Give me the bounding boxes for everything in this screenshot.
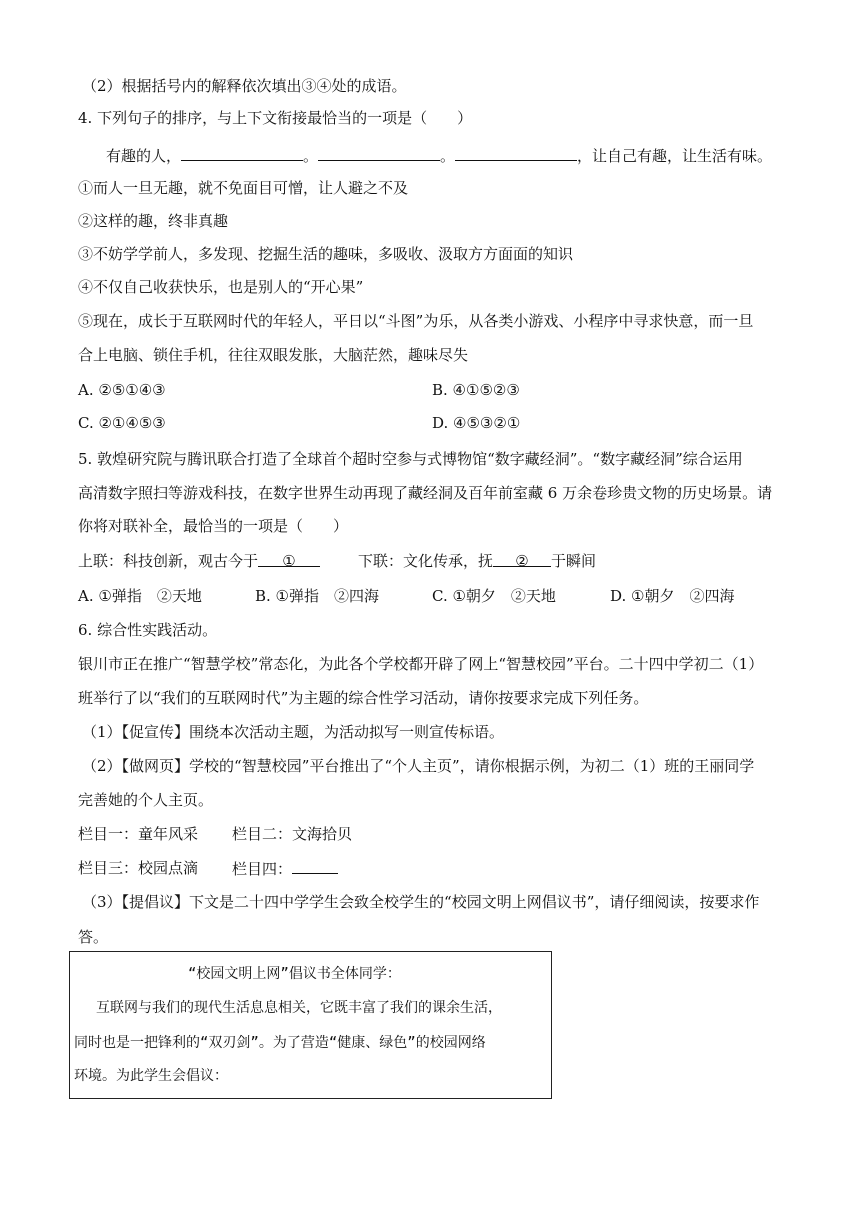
q4-mid1: 。 <box>303 147 319 165</box>
q4-tail: ，让自己有趣，让生活有味。 <box>577 147 773 165</box>
q4-sentence-4: ④不仅自己收获快乐，也是别人的“开心果” <box>78 278 364 296</box>
q4-sentence-1: ①而人一旦无趣，就不免面目可憎，让人避之不及 <box>78 179 409 197</box>
column-4-blank <box>292 858 338 874</box>
q4-option-d: D. ④⑤③②① <box>432 414 521 432</box>
q4-option-c: C. ②①④⑤③ <box>78 414 166 432</box>
proposal-title: “校园文明上网”倡议书全体同学： <box>188 966 401 982</box>
q5-couplet-lower <box>358 551 596 571</box>
q5-option-b: B. ①弹指 ②四海 <box>255 587 380 605</box>
q5-stem-b: 高清数字照扫等游戏科技，在数字世界生动再现了藏经洞及百年前室藏 6 万余卷珍贵文物的历史场景。请 <box>78 484 773 502</box>
q4-option-b: B. ④①⑤②③ <box>432 381 520 399</box>
q4-mid2: 。 <box>440 147 456 165</box>
q5-option-a: A. ①弹指 ②天地 <box>78 587 202 605</box>
q5-lower-text: 下联：文化传承，抚 <box>358 552 494 570</box>
q6-task-3b: 答。 <box>78 928 109 946</box>
q4-blank-3 <box>455 145 577 161</box>
q4-sentence-5b: 合上电脑、锁住手机，往往双眼发胀，大脑茫然，趣味尽失 <box>78 346 469 364</box>
column-1: 栏目一：童年风采 <box>78 825 199 843</box>
q5-upper-blank: ① <box>258 551 320 567</box>
proposal-line-2: 同时也是一把锋利的“双刃剑”。为了营造“健康、绿色”的校园网络 <box>74 1035 486 1051</box>
q4-blank-2 <box>318 145 440 161</box>
q6-intro-b: 班举行了以“我们的互联网时代”为主题的综合性学习活动，请你按要求完成下列任务。 <box>78 689 649 707</box>
q4-option-a: A. ②⑤①④③ <box>78 381 166 399</box>
q6-task-3a: （3）【提倡议】下文是二十四中学学生会致全校学生的“校园文明上网倡议书”，请仔细阅读，按要求作 <box>82 893 760 911</box>
q3-sub2: （2）根据括号内的解释依次填出③④处的成语。 <box>82 77 407 95</box>
q5-upper-text: 上联：科技创新，观古今于 <box>78 552 259 570</box>
q5-stem-c: 你将对联补全，最恰当的一项是（ ） <box>78 517 349 535</box>
proposal-box <box>69 951 552 1099</box>
q5-lower-post: 于瞬间 <box>551 552 597 570</box>
column-4-label: 栏目四： <box>232 860 293 878</box>
column-2: 栏目二：文海拾贝 <box>232 825 353 843</box>
q5-stem-a: 5. 敦煌研究院与腾讯联合打造了全球首个超时空参与式博物馆“数字藏经洞”。“数字藏经洞”综合运用 <box>78 450 743 468</box>
q4-sentence-2: ②这样的趣，终非真趣 <box>78 212 229 230</box>
q5-lower-blank: ② <box>493 551 551 567</box>
q5-option-c: C. ①朝夕 ②天地 <box>432 587 556 605</box>
q4-sentence-5a: ⑤现在，成长于互联网时代的年轻人，平日以“斗图”为乐，从各类小游戏、小程序中寻求快意，而一旦 <box>78 312 754 330</box>
q6-task-2b: 完善她的个人主页。 <box>78 791 214 809</box>
proposal-line-1: 互联网与我们的现代生活息息相关，它既丰富了我们的课余生活， <box>96 1000 502 1016</box>
q4-pre: 有趣的人， <box>106 147 182 165</box>
q5-option-d: D. ①朝夕 ②四海 <box>610 587 735 605</box>
q4-sentence-3: ③不妨学学前人，多发现、挖掘生活的趣味，多吸收、汲取方方面面的知识 <box>78 245 574 263</box>
q6-task-2a: （2）【做网页】学校的“智慧校园”平台推出了“个人主页”，请你根据示例，为初二（1）班的王丽同学 <box>82 757 755 775</box>
column-4 <box>232 858 338 879</box>
q5-couplet-upper <box>78 551 320 571</box>
q6-intro-a: 银川市正在推广“智慧学校”常态化，为此各个学校都开辟了网上“智慧校园”平台。二十四中学初二（1） <box>78 655 764 673</box>
q4-stem: 4. 下列句子的排序，与上下文衔接最恰当的一项是（ ） <box>78 109 473 127</box>
column-3: 栏目三：校园点滴 <box>78 859 199 877</box>
proposal-line-3: 环境。为此学生会倡议： <box>74 1068 228 1084</box>
q4-blank-1 <box>181 145 303 161</box>
q4-fill-sentence <box>106 145 772 166</box>
q6-task-1: （1）【促宣传】围绕本次活动主题，为活动拟写一则宣传标语。 <box>82 723 505 741</box>
q6-title: 6. 综合性实践活动。 <box>78 621 218 639</box>
